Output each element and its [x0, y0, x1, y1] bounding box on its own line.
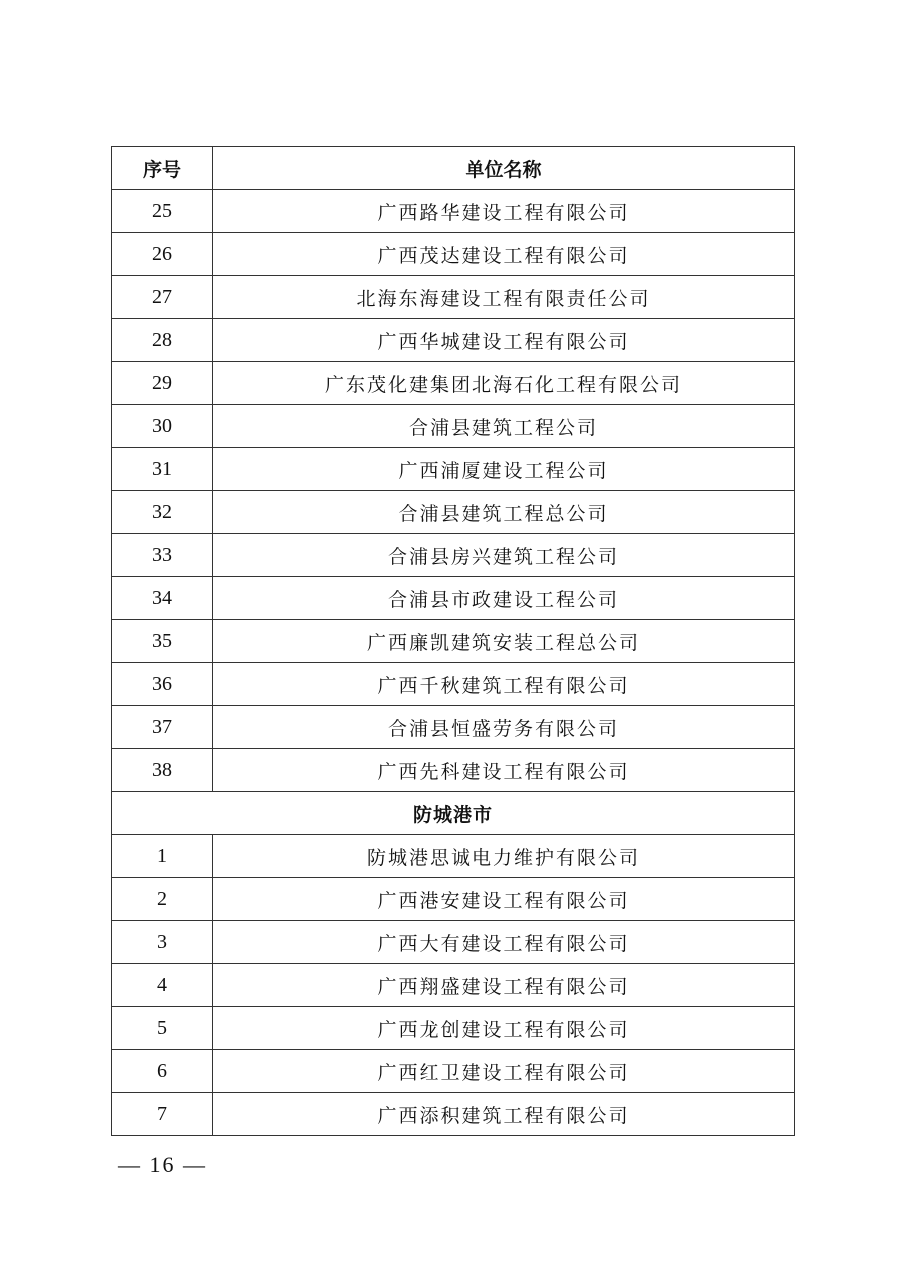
table-row — [112, 405, 795, 448]
row-number: 37 — [112, 706, 213, 749]
table-row — [112, 276, 795, 319]
company-name: 广西浦厦建设工程公司 — [213, 448, 795, 491]
row-number: 25 — [112, 190, 213, 233]
company-name: 广西华城建设工程有限公司 — [213, 319, 795, 362]
header-name: 单位名称 — [213, 147, 795, 190]
row-number: 29 — [112, 362, 213, 405]
row-number: 34 — [112, 577, 213, 620]
table-row — [112, 1007, 795, 1050]
row-number: 26 — [112, 233, 213, 276]
table-row — [112, 663, 795, 706]
table-body — [112, 190, 795, 1136]
row-number: 33 — [112, 534, 213, 577]
company-name: 广西先科建设工程有限公司 — [213, 749, 795, 792]
company-name: 广西大有建设工程有限公司 — [213, 921, 795, 964]
row-number: 38 — [112, 749, 213, 792]
row-number: 4 — [112, 964, 213, 1007]
row-number: 5 — [112, 1007, 213, 1050]
company-name: 合浦县房兴建筑工程公司 — [213, 534, 795, 577]
company-name: 广西添积建筑工程有限公司 — [213, 1093, 795, 1136]
table-row — [112, 534, 795, 577]
row-number: 28 — [112, 319, 213, 362]
company-name: 北海东海建设工程有限责任公司 — [213, 276, 795, 319]
table-row — [112, 878, 795, 921]
section-row — [112, 792, 795, 835]
table-row — [112, 190, 795, 233]
table-row — [112, 319, 795, 362]
table-row — [112, 233, 795, 276]
table-row — [112, 706, 795, 749]
company-name: 合浦县恒盛劳务有限公司 — [213, 706, 795, 749]
row-number: 1 — [112, 835, 213, 878]
company-name: 合浦县市政建设工程公司 — [213, 577, 795, 620]
table-row — [112, 921, 795, 964]
row-number: 27 — [112, 276, 213, 319]
company-name: 合浦县建筑工程总公司 — [213, 491, 795, 534]
row-number: 36 — [112, 663, 213, 706]
company-name: 防城港思诚电力维护有限公司 — [213, 835, 795, 878]
table-row — [112, 1093, 795, 1136]
row-number: 31 — [112, 448, 213, 491]
table-row — [112, 835, 795, 878]
company-name: 广西港安建设工程有限公司 — [213, 878, 795, 921]
row-number: 32 — [112, 491, 213, 534]
table-row — [112, 964, 795, 1007]
row-number: 6 — [112, 1050, 213, 1093]
table-header-row — [112, 147, 795, 190]
table-row — [112, 1050, 795, 1093]
company-name: 广西路华建设工程有限公司 — [213, 190, 795, 233]
company-roster-table — [111, 146, 795, 1136]
row-number: 7 — [112, 1093, 213, 1136]
company-name: 广西廉凯建筑安装工程总公司 — [213, 620, 795, 663]
company-name: 广西千秋建筑工程有限公司 — [213, 663, 795, 706]
company-name: 广西红卫建设工程有限公司 — [213, 1050, 795, 1093]
row-number: 2 — [112, 878, 213, 921]
table-row — [112, 362, 795, 405]
row-number: 30 — [112, 405, 213, 448]
header-number: 序号 — [112, 147, 213, 190]
company-name: 广西茂达建设工程有限公司 — [213, 233, 795, 276]
row-number: 35 — [112, 620, 213, 663]
table-row — [112, 749, 795, 792]
table-row — [112, 448, 795, 491]
table-row — [112, 491, 795, 534]
company-name: 广东茂化建集团北海石化工程有限公司 — [213, 362, 795, 405]
table-row — [112, 620, 795, 663]
section-title: 防城港市 — [112, 792, 795, 835]
company-name: 广西龙创建设工程有限公司 — [213, 1007, 795, 1050]
company-name: 广西翔盛建设工程有限公司 — [213, 964, 795, 1007]
page-number: — 16 — — [118, 1152, 207, 1177]
row-number: 3 — [112, 921, 213, 964]
table-row — [112, 577, 795, 620]
company-name: 合浦县建筑工程公司 — [213, 405, 795, 448]
